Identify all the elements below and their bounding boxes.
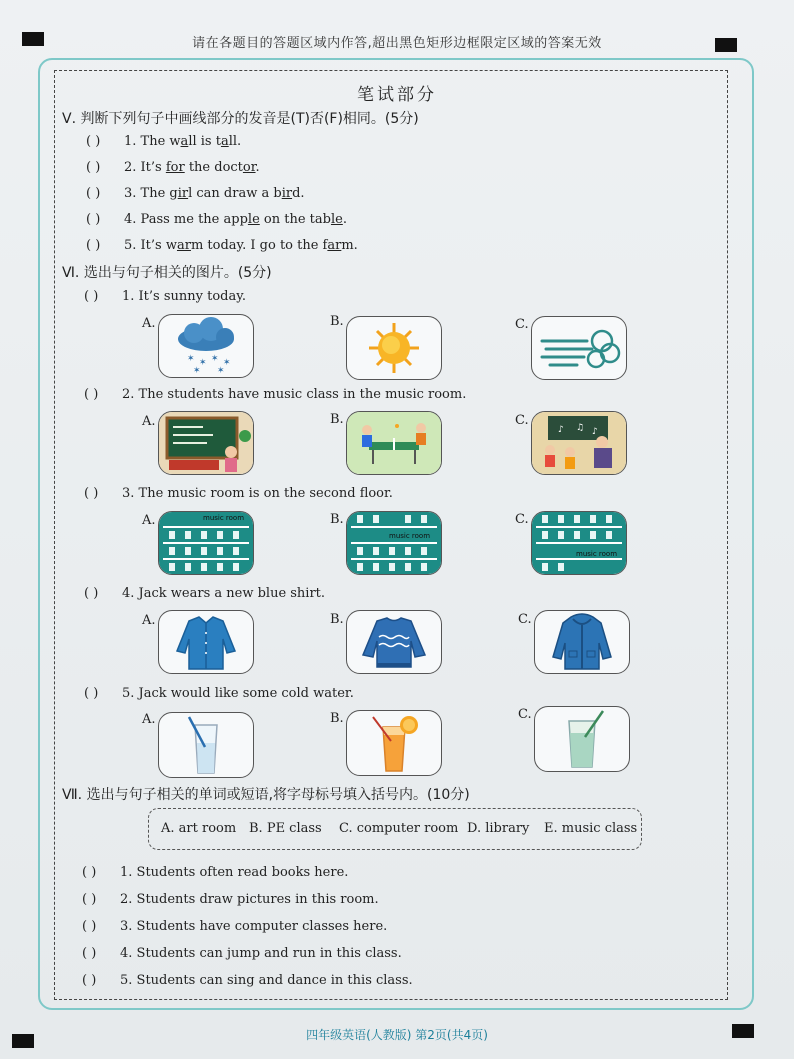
option-letter-b: B. xyxy=(330,512,344,527)
sentence-text: 3. The g xyxy=(124,186,178,201)
option-letter-c: C. xyxy=(518,707,532,722)
question-7-5: ( ) 5. Students can sing and dance in this class. xyxy=(82,973,413,988)
underlined-sound: a xyxy=(220,134,229,149)
word-option-c: C. computer room xyxy=(339,821,459,836)
sentence-text: the doct xyxy=(184,160,243,175)
section-title: 笔试部分 xyxy=(357,85,437,105)
option-letter-b: B. xyxy=(330,314,344,329)
answer-paren[interactable]: ( ) xyxy=(84,686,99,701)
music-room-label: music room xyxy=(203,514,245,522)
sentence-text: 1. The w xyxy=(124,134,181,149)
section-5-heading: Ⅴ. 判断下列句子中画线部分的发音是(T)否(F)相同。(5分) xyxy=(62,111,419,127)
option-letter-a: A. xyxy=(142,613,156,628)
svg-text:✶: ✶ xyxy=(223,358,231,368)
sentence-text: l can draw a b xyxy=(188,186,282,201)
question-7-3: ( ) 3. Students have computer classes here. xyxy=(82,919,388,934)
answer-paren[interactable]: ( ) xyxy=(84,289,99,304)
svg-text:♪: ♪ xyxy=(558,425,564,435)
question-5-1 xyxy=(86,134,241,149)
answer-paren[interactable]: ( ) xyxy=(86,238,101,253)
cold-water-image[interactable] xyxy=(534,706,630,772)
question-7-4: ( ) 4. Students can jump and run in this class. xyxy=(82,946,402,961)
option-letter-c: C. xyxy=(515,317,529,332)
option-letter-c: C. xyxy=(515,512,529,527)
music-room-label: music room xyxy=(576,550,618,558)
sentence-text: m today. I go to the f xyxy=(190,238,328,253)
option-letter-b: B. xyxy=(330,612,344,627)
word-bank xyxy=(148,808,642,850)
question-5-4 xyxy=(86,212,347,227)
word-option-b: B. PE class xyxy=(249,821,322,836)
option-letter-b: B. xyxy=(330,711,344,726)
option-letter-b: B. xyxy=(330,412,344,427)
question-7-2: ( ) 2. Students draw pictures in this room. xyxy=(82,892,379,907)
water-glass-image[interactable] xyxy=(158,712,254,778)
answer-paren[interactable]: ( ) xyxy=(82,973,97,988)
building-image-b[interactable] xyxy=(346,511,442,575)
svg-text:✶: ✶ xyxy=(187,354,195,364)
answer-paren[interactable]: ( ) xyxy=(82,946,97,961)
music-class-image[interactable] xyxy=(531,411,627,475)
option-letter-a: A. xyxy=(142,316,156,331)
ping-pong-image[interactable] xyxy=(346,411,442,475)
question-7-1: ( ) 1. Students often read books here. xyxy=(82,865,349,880)
answer-paren[interactable]: ( ) xyxy=(82,919,97,934)
underlined-sound: le xyxy=(330,212,343,227)
classroom-blackboard-image[interactable] xyxy=(158,411,254,475)
orange-juice-image[interactable] xyxy=(346,710,442,776)
question-6-4: ( ) 4. Jack wears a new blue shirt. xyxy=(84,586,326,601)
underlined-sound: or xyxy=(242,160,256,175)
blue-jacket-image[interactable] xyxy=(534,610,630,674)
sentence-text: ll is t xyxy=(188,134,221,149)
underlined-sound: ar xyxy=(327,238,342,253)
answer-paren[interactable]: ( ) xyxy=(82,865,97,880)
question-6-3: ( ) 3. The music room is on the second floor. xyxy=(84,486,393,501)
building-image-c[interactable] xyxy=(531,511,627,575)
sentence-text: m. xyxy=(341,238,358,253)
sentence-text: 2. It’s xyxy=(124,160,166,175)
option-letter-a: A. xyxy=(142,414,156,429)
question-5-5 xyxy=(86,238,358,253)
sentence-text: 5. It’s w xyxy=(124,238,177,253)
blue-sweater-image[interactable] xyxy=(346,610,442,674)
section-7-heading: Ⅶ. 选出与句子相关的单词或短语,将字母标号填入括号内。(10分) xyxy=(62,787,470,803)
music-room-label: music room xyxy=(389,532,431,540)
underlined-sound: for xyxy=(165,160,185,175)
answer-paren[interactable]: ( ) xyxy=(86,160,101,175)
svg-text:♫: ♫ xyxy=(576,423,585,433)
underlined-sound: a xyxy=(180,134,189,149)
answer-paren[interactable]: ( ) xyxy=(86,134,101,149)
question-5-3 xyxy=(86,186,305,201)
sentence-text: on the tab xyxy=(259,212,331,227)
answer-paren[interactable]: ( ) xyxy=(84,387,99,402)
question-5-2 xyxy=(86,160,260,175)
section-6-heading: Ⅵ. 选出与句子相关的图片。(5分) xyxy=(62,265,272,281)
wind-image[interactable] xyxy=(531,316,627,380)
blue-shirt-image[interactable] xyxy=(158,610,254,674)
option-letter-c: C. xyxy=(518,612,532,627)
sentence-text: . xyxy=(342,212,347,227)
word-option-a: A. art room xyxy=(161,821,237,836)
answer-paren[interactable]: ( ) xyxy=(84,586,99,601)
question-6-5: ( ) 5. Jack would like some cold water. xyxy=(84,686,354,701)
option-letter-c: C. xyxy=(515,413,529,428)
snow-cloud-image[interactable] xyxy=(158,314,254,378)
sentence-text: d. xyxy=(292,186,305,201)
option-letter-a: A. xyxy=(142,513,156,528)
option-letter-a: A. xyxy=(142,712,156,727)
question-6-1: ( ) 1. It’s sunny today. xyxy=(84,289,246,304)
sun-image[interactable] xyxy=(346,316,442,380)
underlined-sound: le xyxy=(247,212,260,227)
underlined-sound: ar xyxy=(176,238,191,253)
svg-text:✶: ✶ xyxy=(211,354,219,364)
answer-paren[interactable]: ( ) xyxy=(86,186,101,201)
answer-paren[interactable]: ( ) xyxy=(82,892,97,907)
underlined-sound: ir xyxy=(281,186,293,201)
building-image-a[interactable] xyxy=(158,511,254,575)
svg-text:✶: ✶ xyxy=(199,358,207,368)
answer-area-notice: 请在各题目的答题区域内作答,超出黑色矩形边框限定区域的答案无效 xyxy=(192,36,602,51)
word-option-d: D. library xyxy=(467,821,530,836)
answer-paren[interactable]: ( ) xyxy=(84,486,99,501)
question-6-2: ( ) 2. The students have music class in the music room. xyxy=(84,387,467,402)
sentence-text: 4. Pass me the app xyxy=(124,212,248,227)
underlined-sound: ir xyxy=(177,186,189,201)
corner-marker-top-left xyxy=(22,32,44,46)
corner-marker-top-right xyxy=(715,38,737,52)
svg-text:✶: ✶ xyxy=(193,366,201,376)
word-option-e: E. music class xyxy=(544,821,638,836)
sentence-text: ll. xyxy=(228,134,242,149)
svg-text:✶: ✶ xyxy=(217,366,225,376)
answer-paren[interactable]: ( ) xyxy=(86,212,101,227)
svg-text:♪: ♪ xyxy=(592,427,598,437)
page-footer: 四年级英语(人教版) 第2页(共4页) xyxy=(306,1028,488,1042)
sentence-text: . xyxy=(255,160,260,175)
